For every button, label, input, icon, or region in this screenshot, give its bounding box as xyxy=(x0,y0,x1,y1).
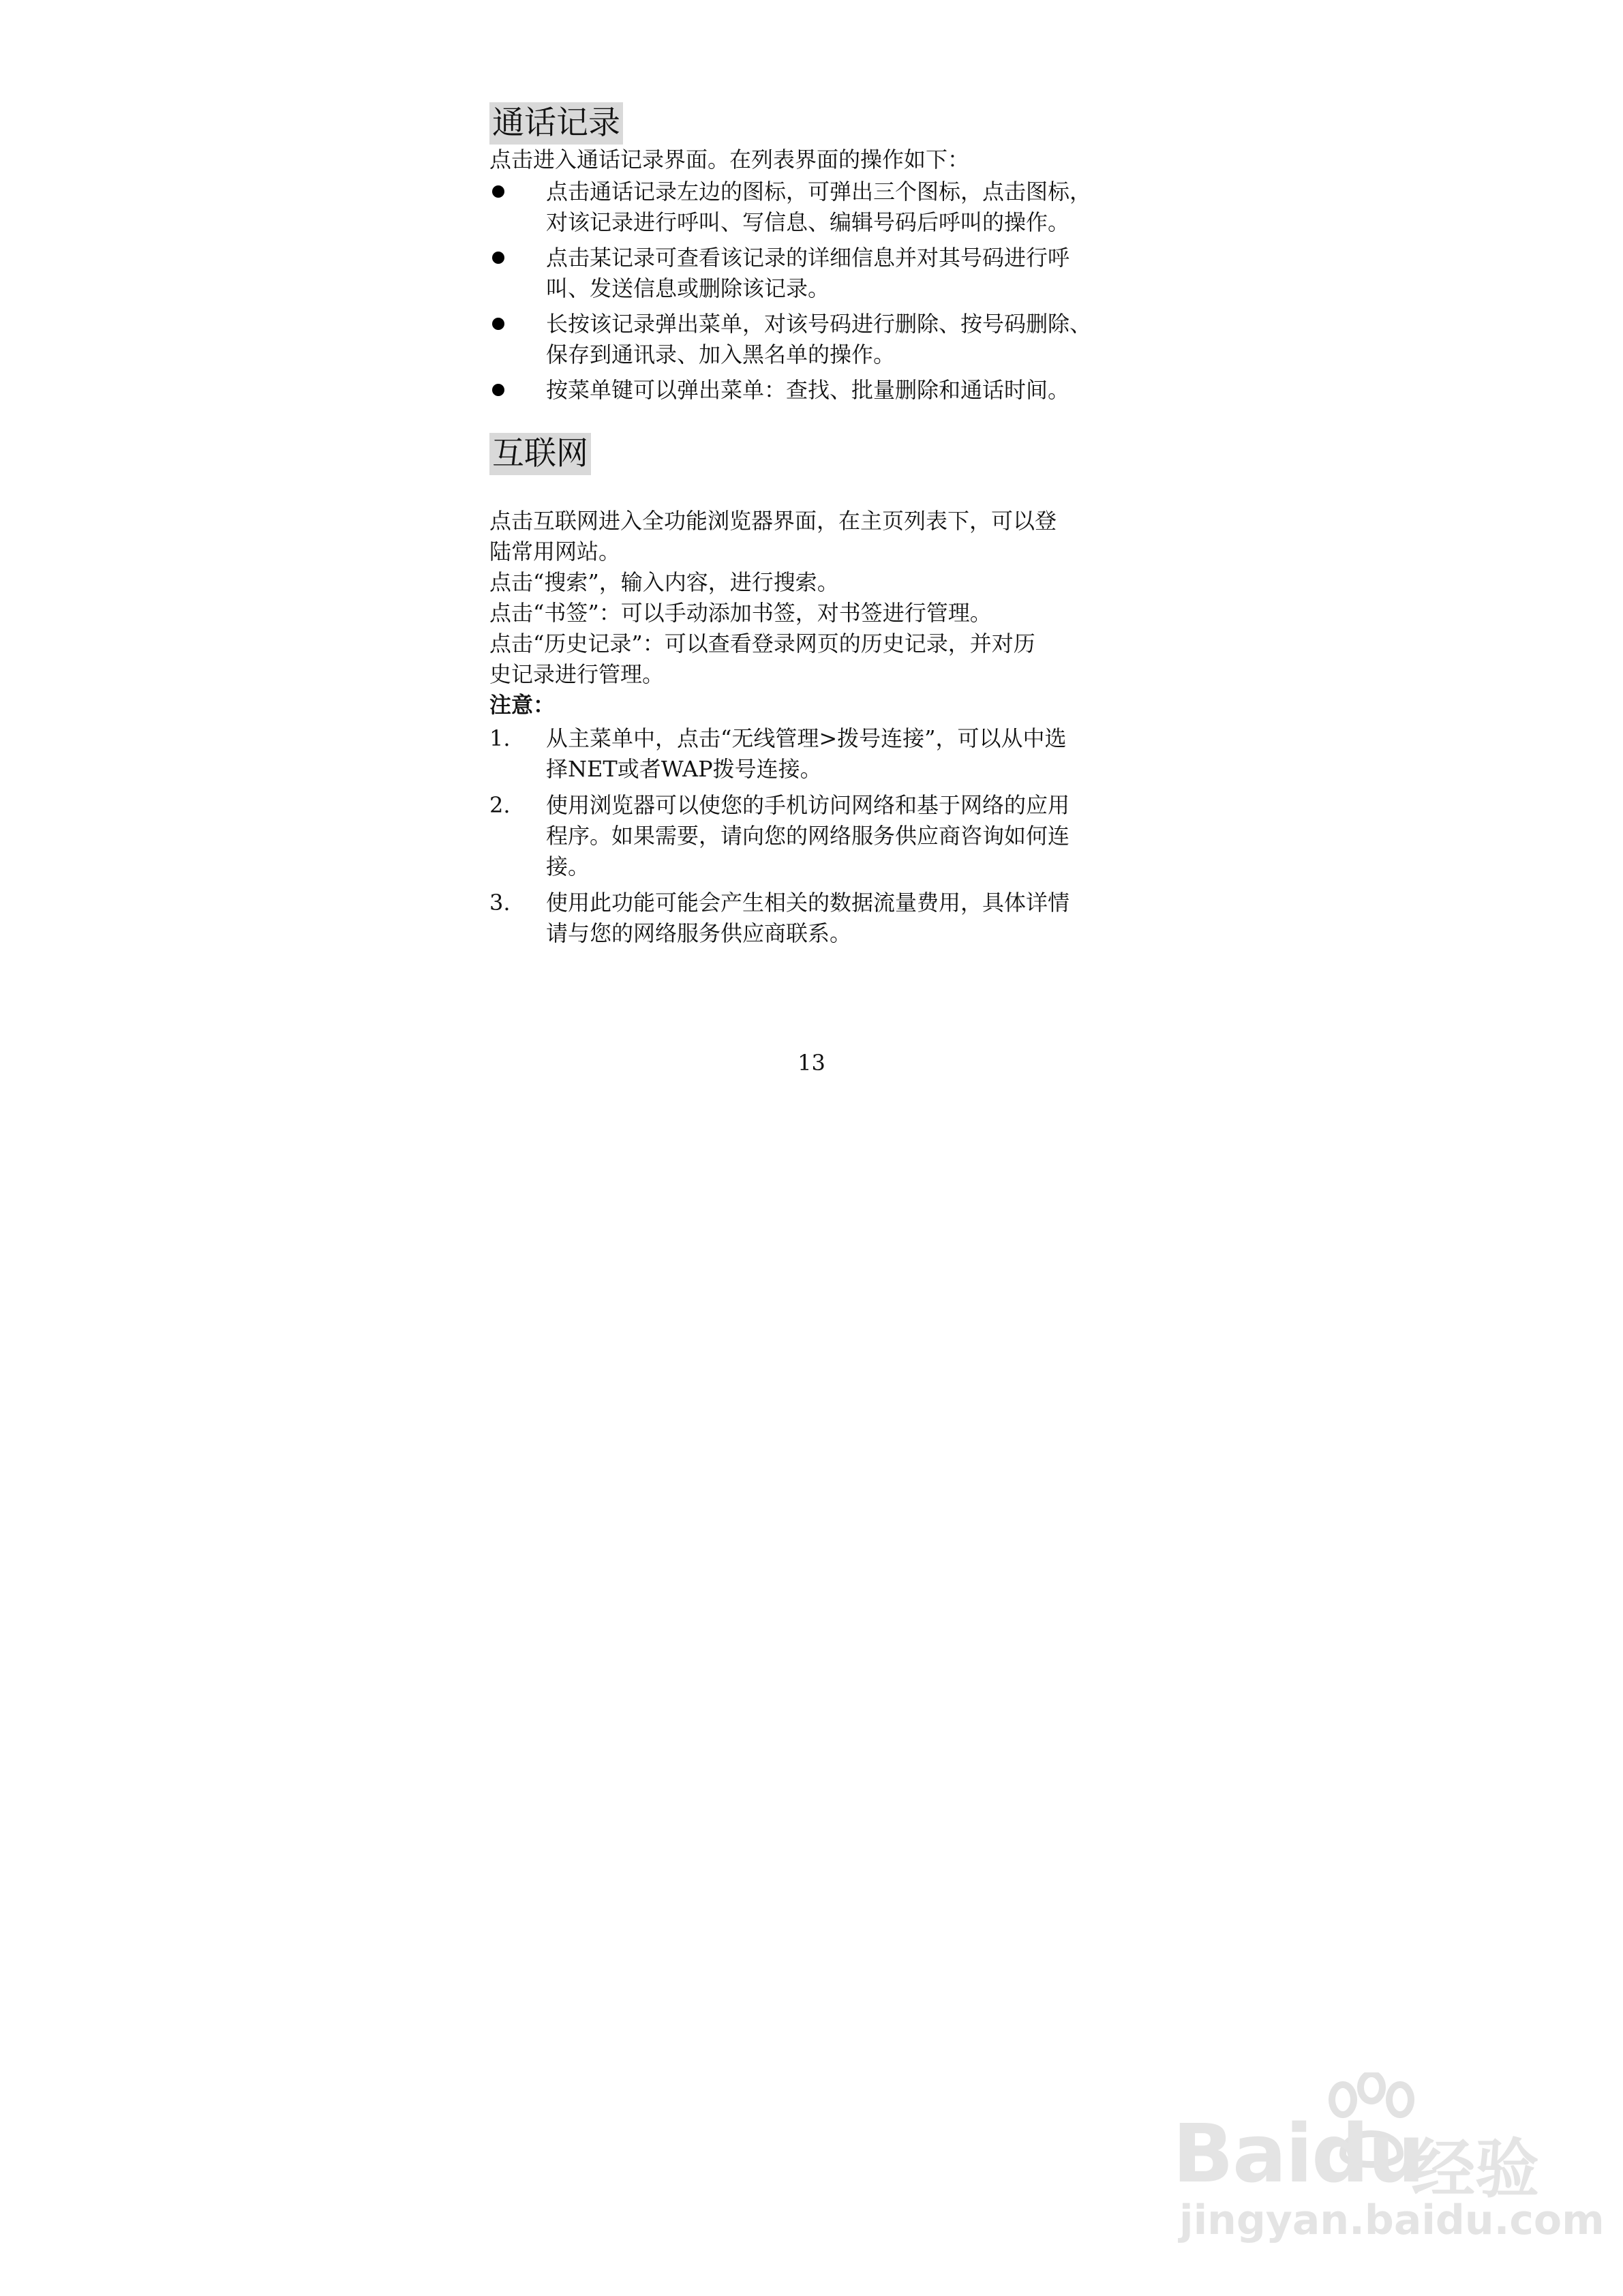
list-number: 1. xyxy=(489,725,511,751)
paragraph-line: 点击“历史记录”：可以查看登录网页的历史记录，并对历 xyxy=(489,631,1035,656)
bullet-text-line: 对该记录进行呼叫、写信息、编辑号码后呼叫的操作。 xyxy=(546,209,1070,235)
note-label: 注意： xyxy=(489,692,556,718)
bullet-text-line: 按菜单键可以弹出菜单：查找、批量删除和通话时间。 xyxy=(546,377,1070,403)
note-text-line: 从主菜单中，点击“无线管理>拨号连接”，可以从中选 xyxy=(546,725,1067,751)
bullet-text-line: 叫、发送信息或删除该记录。 xyxy=(546,275,830,301)
paragraph-line: 点击“搜索”，输入内容，进行搜索。 xyxy=(489,569,839,595)
document-body xyxy=(489,102,1151,954)
internet-paragraphs xyxy=(489,506,1151,690)
paragraph-line: 点击互联网进入全功能浏览器界面，在主页列表下，可以登 xyxy=(489,508,1057,534)
list-item xyxy=(489,177,1151,238)
bullet-text-line: 点击某记录可查看该记录的详细信息并对其号码进行呼 xyxy=(546,245,1070,271)
section-heading-internet: 互联网 xyxy=(489,433,591,475)
section-heading-call-log-wrap xyxy=(489,102,1151,145)
notes-list xyxy=(489,723,1151,949)
list-number: 3. xyxy=(489,890,511,916)
bullet-icon xyxy=(492,318,504,330)
list-item xyxy=(489,888,1151,949)
list-item xyxy=(489,723,1151,785)
bullet-text-line: 保存到通讯录、加入黑名单的操作。 xyxy=(546,342,896,367)
list-item xyxy=(489,375,1151,406)
list-item xyxy=(489,790,1151,882)
list-item xyxy=(489,309,1151,370)
watermark-url: jingyan.baidu.com xyxy=(1179,2196,1605,2244)
bullet-text-line: 长按该记录弹出菜单，对该号码进行删除、按号码删除、 xyxy=(546,311,1092,337)
list-item xyxy=(489,243,1151,304)
baidu-jingyan-watermark xyxy=(1159,2079,1605,2256)
bullet-text-line: 点击通话记录左边的图标，可弹出三个图标，点击图标， xyxy=(546,179,1092,205)
paragraph-line: 点击“书签”：可以手动添加书签，对书签进行管理。 xyxy=(489,600,992,626)
section-heading-call-log: 通话记录 xyxy=(489,102,623,145)
call-log-bullet-list xyxy=(489,177,1151,406)
note-text-line: 使用浏览器可以使您的手机访问网络和基于网络的应用 xyxy=(546,792,1070,818)
note-text-line: 择NET或者WAP拨号连接。 xyxy=(546,756,822,782)
section-heading-internet-wrap xyxy=(489,433,1151,475)
watermark-brand: Baidu xyxy=(1172,2106,1424,2201)
note-text-line: 程序。如果需要，请向您的网络服务供应商咨询如何连 xyxy=(546,823,1070,849)
note-text-line: 使用此功能可能会产生相关的数据流量费用，具体详情 xyxy=(546,890,1070,916)
bullet-icon xyxy=(492,185,504,198)
paragraph-line: 陆常用网站。 xyxy=(489,539,621,564)
note-text-line: 请与您的网络服务供应商联系。 xyxy=(546,920,852,946)
list-number: 2. xyxy=(489,792,511,818)
paragraph-line: 史记录进行管理。 xyxy=(489,661,665,687)
call-log-intro: 点击进入通话记录界面。在列表界面的操作如下： xyxy=(489,147,970,172)
watermark-cn: 经验 xyxy=(1411,2132,1540,2207)
bullet-icon xyxy=(492,384,504,396)
page-number: 13 xyxy=(798,1050,825,1076)
bullet-icon xyxy=(492,252,504,264)
note-text-line: 接。 xyxy=(546,854,590,879)
